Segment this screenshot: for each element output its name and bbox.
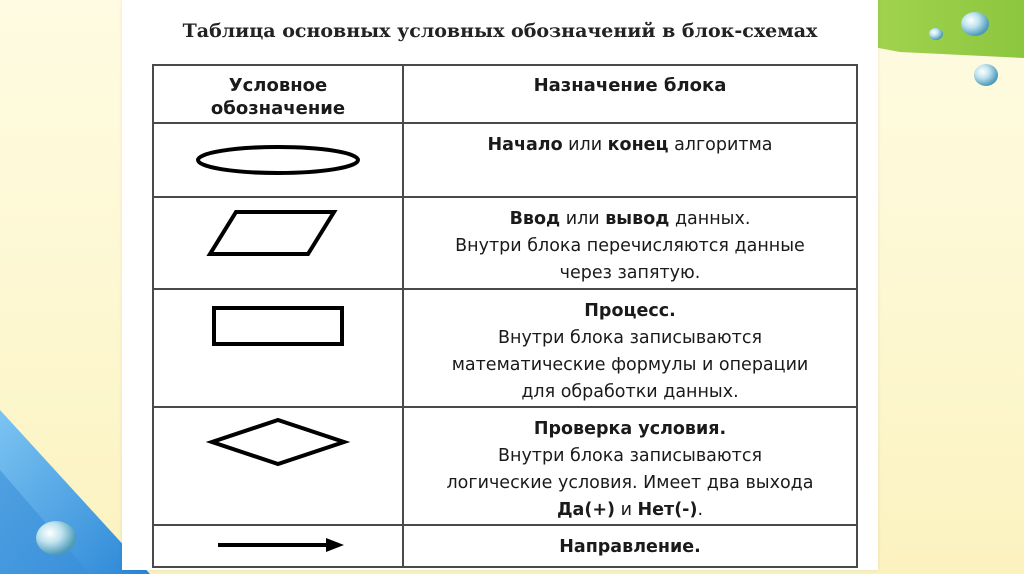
description-cell <box>403 197 857 289</box>
page-title: Таблица основных условных обозначений в блок-схемах <box>182 20 818 42</box>
arrow-right-icon <box>188 526 368 564</box>
symbols-table <box>152 64 858 568</box>
water-drop-icon <box>929 28 943 40</box>
description-line: для обработки данных. <box>521 382 739 402</box>
symbol-cell <box>153 123 403 197</box>
symbol-cell <box>153 525 403 567</box>
description-line: Проверка условия. <box>533 419 727 439</box>
diamond-icon <box>188 408 368 478</box>
water-drop-icon <box>961 12 989 36</box>
table-row <box>153 525 857 567</box>
water-drop-icon <box>974 64 998 86</box>
ellipse-icon <box>188 124 368 184</box>
description-line: логические условия. Имеет два выхода <box>446 473 814 493</box>
header-symbol-line: Условное <box>228 75 328 96</box>
description-line: Процесс. <box>584 301 676 321</box>
description-cell <box>403 289 857 407</box>
rectangle-icon <box>188 290 368 354</box>
description-cell <box>403 123 857 197</box>
table-row <box>153 407 857 525</box>
header-symbol-line: обозначение <box>210 98 346 119</box>
symbol-cell <box>153 407 403 525</box>
description-line: Ввод или вывод данных. <box>509 209 751 229</box>
header-symbol <box>153 65 403 123</box>
symbol-cell <box>153 289 403 407</box>
description-line: математические формулы и операции <box>451 355 809 375</box>
table-row <box>153 289 857 407</box>
description-line: Начало или конец алгоритма <box>487 135 773 155</box>
description-line: через запятую. <box>559 263 701 283</box>
table-header-row <box>153 65 857 123</box>
slide <box>122 0 878 570</box>
description-line: Внутри блока перечисляются данные <box>455 236 805 256</box>
description-line: Направление. <box>559 537 701 557</box>
header-purpose <box>403 65 857 123</box>
symbol-cell <box>153 197 403 289</box>
description-cell <box>403 525 857 567</box>
table-row <box>153 197 857 289</box>
table-row <box>153 123 857 197</box>
parallelogram-icon <box>188 198 368 268</box>
description-line: Да(+) и Нет(-). <box>556 500 704 520</box>
description-line: Внутри блока записываются <box>498 446 762 466</box>
description-cell <box>403 407 857 525</box>
water-drop-icon <box>36 521 76 555</box>
description-line: Внутри блока записываются <box>498 328 762 348</box>
header-purpose-text: Назначение блока <box>533 75 727 96</box>
